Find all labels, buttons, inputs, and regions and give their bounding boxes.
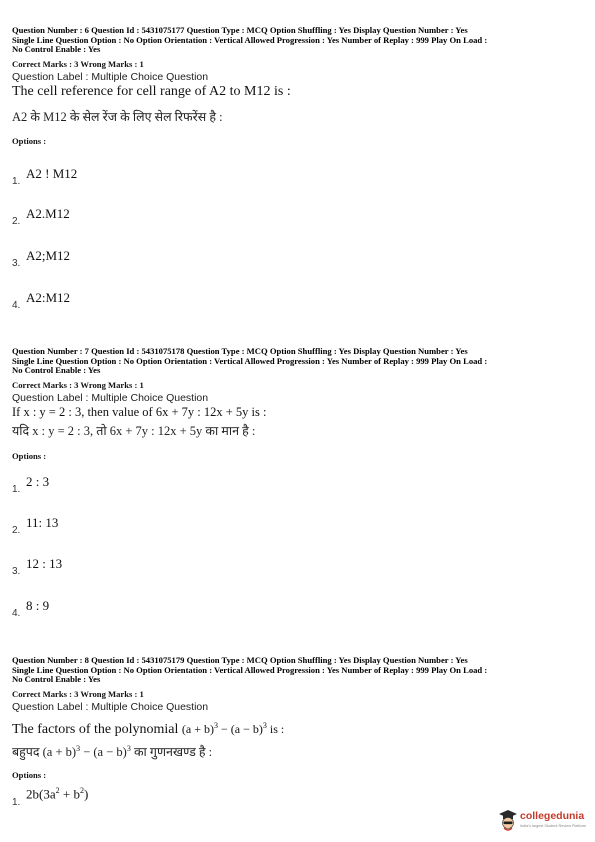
option-number: 1. xyxy=(12,484,21,495)
meta-line: Single Line Question Option : No Option Orientation : Vertical Allowed Progression : Yes Number of Replay : 999 Play On Load : xyxy=(12,664,488,675)
options-heading: Options : xyxy=(12,135,47,146)
option-2[interactable] xyxy=(12,515,312,539)
option-1[interactable] xyxy=(12,474,312,498)
question-text-en: If x : y = 2 : 3, then value of 6x + 7y : 12x + 5y is : xyxy=(12,404,267,419)
marks-line: Correct Marks : 3 Wrong Marks : 1 xyxy=(12,688,144,699)
expr-term: (a + b) xyxy=(181,721,214,736)
option-number: 1. xyxy=(12,176,21,187)
question-text-prefix: The factors of the polynomial xyxy=(12,721,179,737)
option-text: A2 ! M12 xyxy=(26,166,78,181)
option-3[interactable] xyxy=(12,248,312,272)
exponent: 2 xyxy=(79,786,84,795)
option-1[interactable] xyxy=(12,786,312,810)
question-label: Question Label : Multiple Choice Question xyxy=(12,391,209,404)
question-meta xyxy=(12,656,587,685)
options-heading: Options : xyxy=(12,769,47,780)
expr-term: (a + b) xyxy=(42,744,77,759)
options-list xyxy=(12,786,312,816)
meta-line: No Control Enable : Yes xyxy=(12,674,101,685)
exponent: 3 xyxy=(262,720,267,730)
exponent: 3 xyxy=(214,720,218,730)
logo-tagline: India's largest Student Review Platform xyxy=(520,824,587,828)
option-part: ) xyxy=(83,786,89,802)
question-text-hi: A2 के M12 के सेल रेंज के लिए सेल रिफरेंस है : xyxy=(12,109,223,124)
option-number: 2. xyxy=(12,525,21,536)
polynomial-expression xyxy=(43,745,134,759)
option-number: 3. xyxy=(12,566,21,577)
option-number: 4. xyxy=(12,300,21,311)
option-number: 1. xyxy=(12,797,21,808)
option-number: 4. xyxy=(12,608,21,619)
option-text: 11: 13 xyxy=(26,515,59,530)
question-text-en: The cell reference for cell range of A2 to M12 is : xyxy=(12,83,291,99)
exponent: 2 xyxy=(55,786,60,795)
question-text-prefix: बहुपद xyxy=(12,744,40,759)
question-meta xyxy=(12,26,587,55)
meta-line: Question Number : 7 Question Id : 5431075178 Question Type : MCQ Option Shuffling : Yes Display Question Number : Yes xyxy=(12,346,468,356)
marks-line: Correct Marks : 3 Wrong Marks : 1 xyxy=(12,379,144,390)
option-2[interactable] xyxy=(12,206,312,230)
option-text: A2:M12 xyxy=(26,290,71,305)
question-label: Question Label : Multiple Choice Question xyxy=(12,700,209,713)
collegedunia-logo xyxy=(496,806,592,836)
meta-line: Question Number : 6 Question Id : 5431075177 Question Type : MCQ Option Shuffling : Yes Display Question Number : Yes xyxy=(12,25,468,35)
option-text: 8 : 9 xyxy=(26,598,50,613)
expr-term: (a − b) xyxy=(230,721,263,736)
exponent: 3 xyxy=(76,743,81,753)
option-part: 2b(3a xyxy=(26,786,56,802)
option-4[interactable] xyxy=(12,598,312,622)
question-meta xyxy=(12,347,587,376)
option-4[interactable] xyxy=(12,290,312,314)
question-text-suffix: का गुणनखण्ड है : xyxy=(133,744,213,759)
meta-line: No Control Enable : Yes xyxy=(12,44,101,55)
expr-operator: − xyxy=(218,721,231,736)
question-block-8 xyxy=(12,656,587,780)
option-text: 12 : 13 xyxy=(26,556,63,571)
options-list xyxy=(12,166,312,316)
question-text-suffix: is : xyxy=(269,721,285,736)
expr-operator: − xyxy=(80,744,94,759)
exponent: 3 xyxy=(126,743,131,753)
question-label: Question Label : Multiple Choice Question xyxy=(12,70,209,83)
options-list xyxy=(12,474,312,624)
options-heading: Options : xyxy=(12,450,47,461)
option-3[interactable] xyxy=(12,556,312,580)
polynomial-expression xyxy=(182,722,270,736)
meta-line: Single Line Question Option : No Option Orientation : Vertical Allowed Progression : Yes Number of Replay : 999 Play On Load : xyxy=(12,34,488,45)
question-text-hi: यदि x : y = 2 : 3, तो 6x + 7y : 12x + 5y का मान है : xyxy=(12,423,256,438)
option-text: A2;M12 xyxy=(26,248,71,263)
option-number: 3. xyxy=(12,258,21,269)
option-1[interactable] xyxy=(12,166,312,190)
logo-wordmark: collegedunia xyxy=(520,810,585,822)
question-block-7 xyxy=(12,347,587,461)
meta-line: Single Line Question Option : No Option Orientation : Vertical Allowed Progression : Yes Number of Replay : 999 Play On Load : xyxy=(12,355,488,366)
option-text xyxy=(26,786,88,802)
question-text-en xyxy=(12,717,587,738)
question-text-hi xyxy=(12,740,587,761)
graduate-cap-icon xyxy=(498,809,518,831)
option-part: + b xyxy=(59,786,80,802)
meta-line: Question Number : 8 Question Id : 5431075179 Question Type : MCQ Option Shuffling : Yes Display Question Number : Yes xyxy=(12,655,468,665)
option-text: A2.M12 xyxy=(26,206,70,221)
question-block-6 xyxy=(12,26,587,146)
option-number: 2. xyxy=(12,216,21,227)
option-text: 2 : 3 xyxy=(26,474,50,489)
expr-term: (a − b) xyxy=(93,744,127,759)
marks-line: Correct Marks : 3 Wrong Marks : 1 xyxy=(12,58,144,69)
meta-line: No Control Enable : Yes xyxy=(12,365,101,376)
